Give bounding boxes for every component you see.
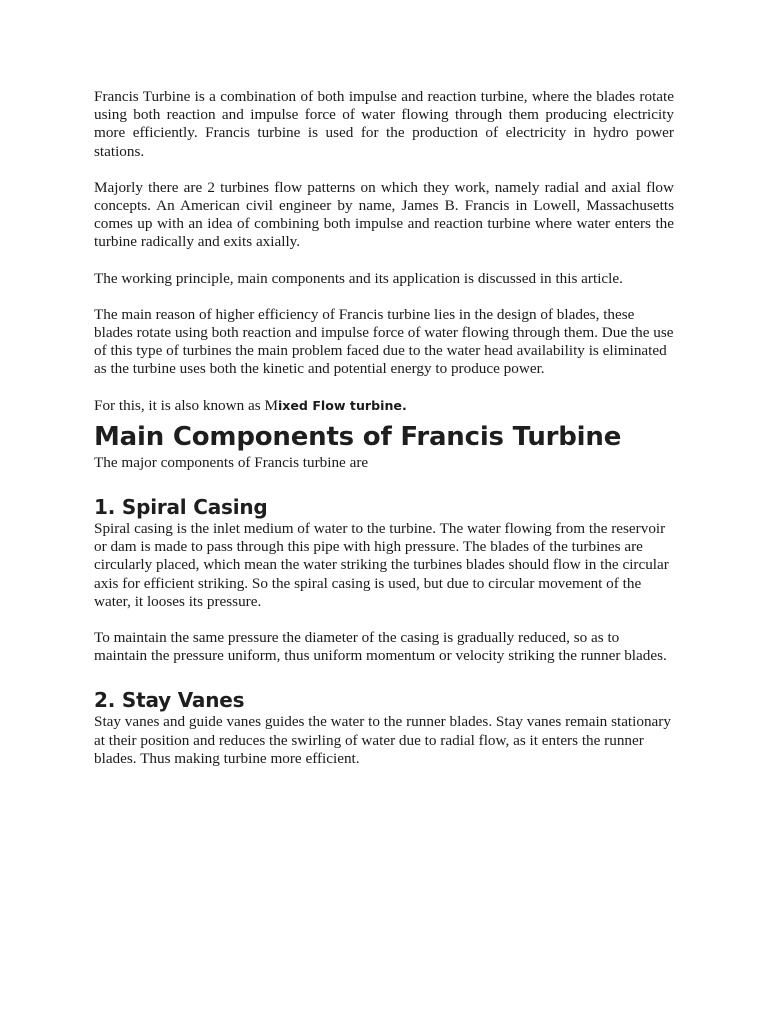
efficiency-paragraph: The main reason of higher efficiency of Francis turbine lies in the design of blades, these blades rotate using both reaction and impulse force of water flowing through them. Due the use of this type of turbines the main problem faced due to the water head availability is eliminated as the turbine uses both the kinetic and potential energy to produce power. [94, 305, 674, 378]
working-principle-paragraph: The working principle, main components and its application is discussed in this article. [94, 269, 623, 287]
stay-vanes-heading: 2. Stay Vanes [94, 688, 245, 713]
spiral-casing-paragraph-2: To maintain the same pressure the diameter of the casing is gradually reduced, so as to maintain the pressure uniform, thus uniform momentum or velocity striking the runner blades. [94, 629, 667, 665]
mixed-flow-term: ixed Flow turbine. [277, 397, 407, 413]
flow-patterns-paragraph: Majorly there are 2 turbines flow patterns on which they work, namely radial and axial flow concepts. An American civil engineer by name, James B. Francis in Lowell, Massachusetts comes up with an idea of combining both impulse and reaction turbine where water enters the turbine radically and exits axially. [94, 178, 674, 251]
stay-vanes-paragraph: Stay vanes and guide vanes guides the water to the runner blades. Stay vanes remain stationary at their position and reduces the swirling of water due to radial flow, as it enters the runner blades. Thus making turbine more efficient. [94, 713, 671, 767]
mixed-flow-paragraph [94, 397, 674, 415]
spiral-casing-paragraph-1: Spiral casing is the inlet medium of water to the turbine. The water flowing from the reservoir or dam is made to pass through this pipe with high pressure. The blades of the turbines are circularly placed, which mean the water striking the turbines blades should flow in the circular axis for efficient striking. So the spiral casing is used, but due to circular movement of the water, it looses its pressure. [94, 520, 669, 610]
spiral-casing-heading: 1. Spiral Casing [94, 495, 268, 520]
main-components-intro: The major components of Francis turbine are [94, 453, 369, 471]
main-components-heading: Main Components of Francis Turbine [94, 421, 622, 452]
intro-paragraph: Francis Turbine is a combination of both impulse and reaction turbine, where the blades rotate using both reaction and impulse force of water flowing through them producing electricity more efficiently. Francis turbine is used for the production of electricity in hydro power stations. [94, 88, 674, 160]
mixed-flow-prefix: For this, it is also known as M [94, 396, 278, 414]
document-page [94, 88, 674, 768]
